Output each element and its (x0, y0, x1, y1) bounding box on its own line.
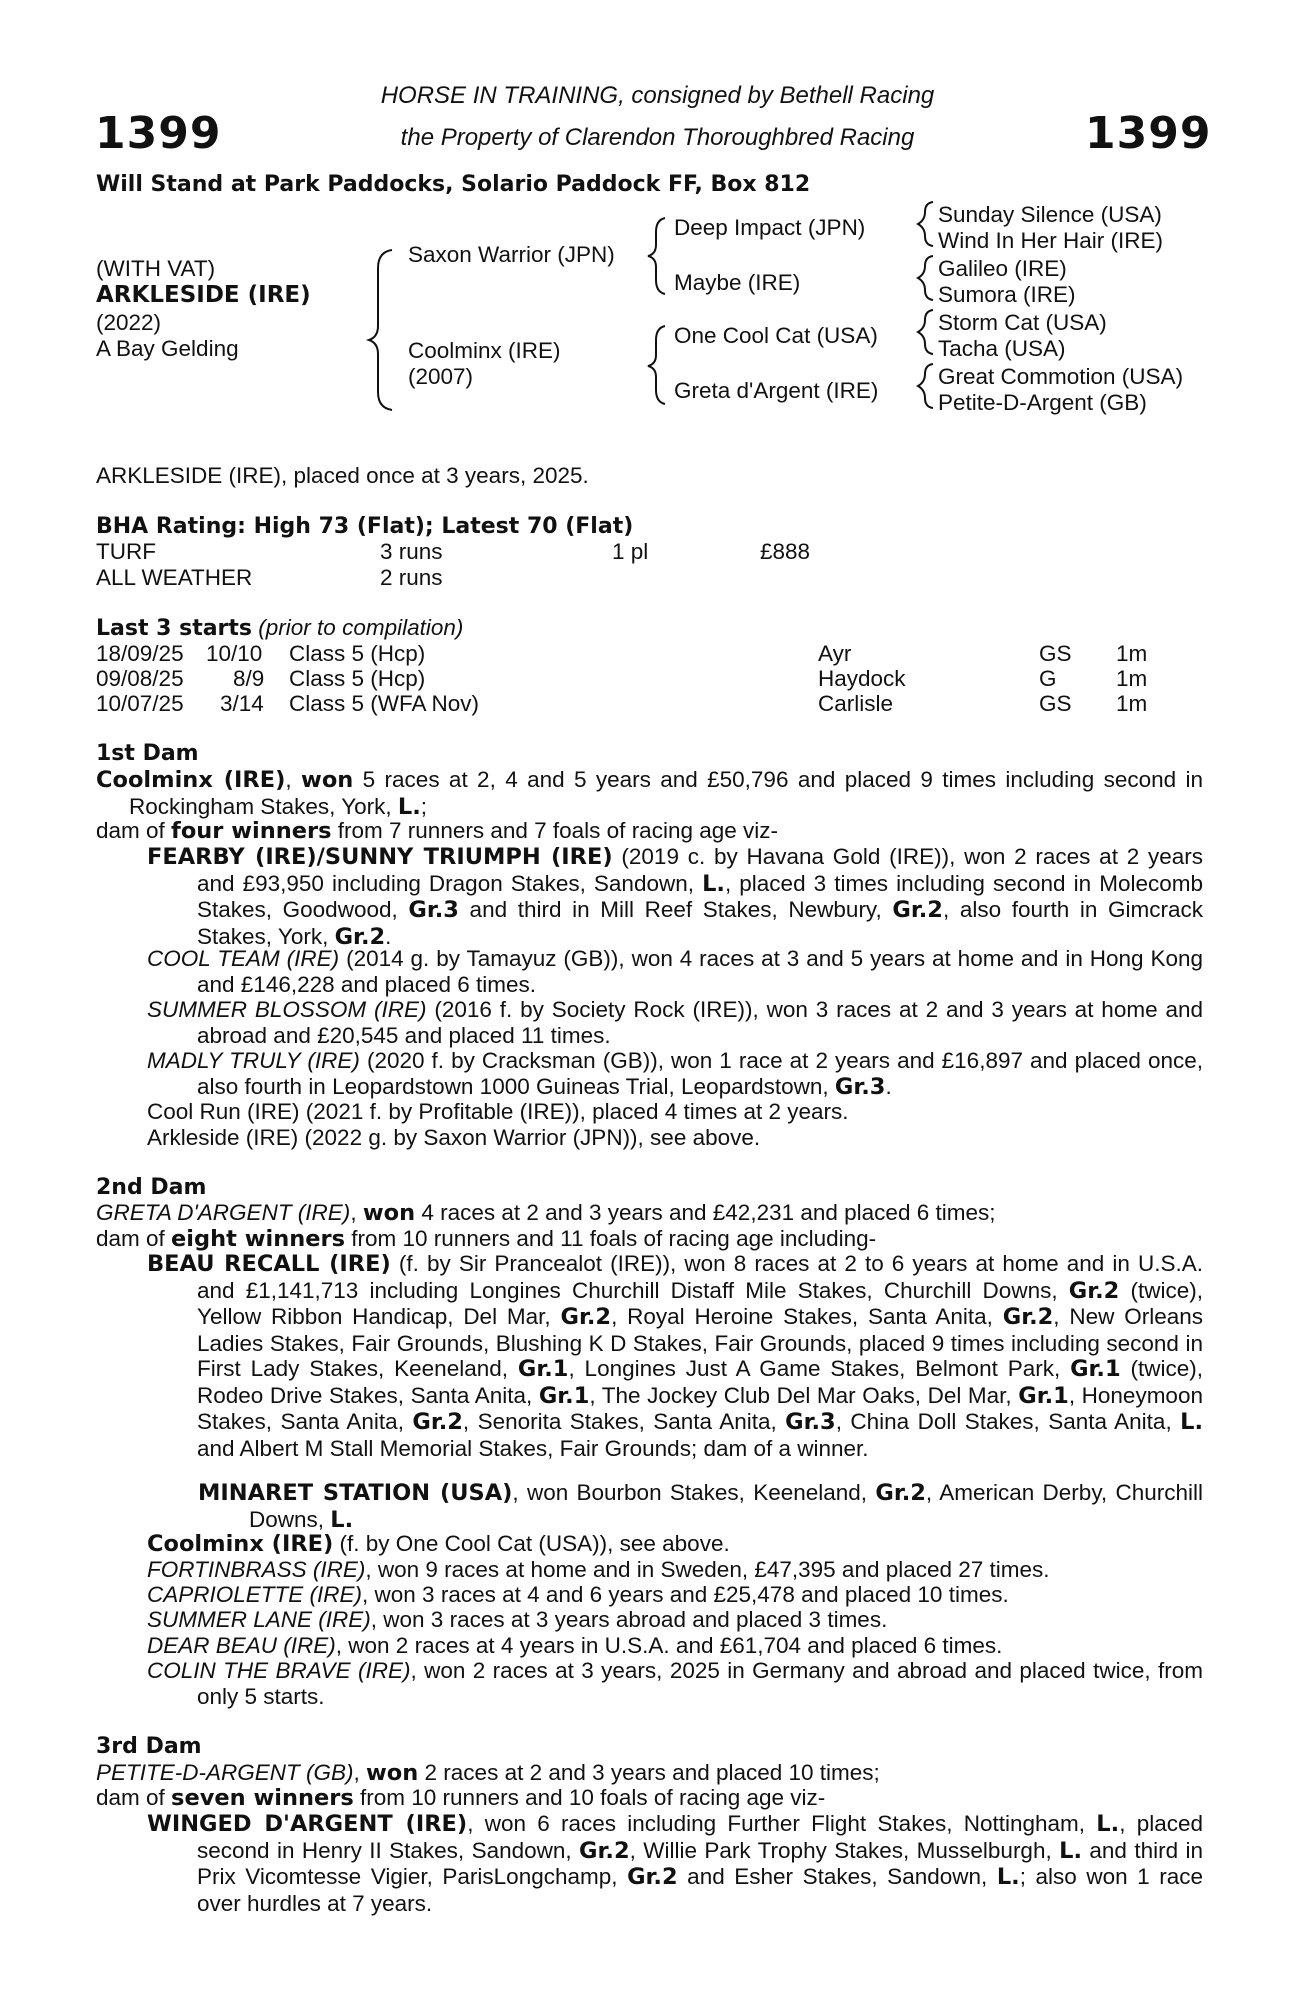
start-course: Ayr (818, 641, 852, 666)
record-text: , American Derby, Churchill Downs, (249, 1480, 1203, 1532)
rating-row-aw (96, 565, 896, 591)
grade-tag: Gr.2 (627, 1864, 678, 1890)
listed-tag: L. (330, 1506, 354, 1533)
start-distance: 1m (1116, 691, 1148, 716)
horse-name: SUMMER BLOSSOM (IRE) (147, 997, 427, 1022)
produce-entry-coolrun: Cool Run (IRE) (2021 f. by Profitable (IRE)), placed 4 times at 2 years. (147, 1099, 849, 1124)
consignment-line: HORSE IN TRAINING, consigned by Bethell Racing (380, 82, 935, 109)
start-course: Haydock (818, 666, 906, 691)
winners-count: eight winners (171, 1226, 346, 1252)
record-text: ; (420, 793, 428, 819)
listed-tag: L. (397, 793, 421, 820)
record-text: , won 2 races at 3 years, 2025 in Germany and abroad and placed twice, from only 5 starts. (197, 1658, 1203, 1709)
property-line: the Property of Clarendon Thoroughbred Racing (400, 124, 915, 151)
record-text: , also fourth in Gimcrack Stakes, York, (197, 897, 1204, 949)
third-dam-produce (96, 1785, 825, 1812)
produce-entry-capriolette (147, 1582, 1009, 1608)
start-race: Class 5 (Hcp) (289, 641, 426, 666)
record-text: 4 races at 2 and 3 years and £42,231 and placed 6 times; (415, 1200, 996, 1225)
pedigree-sire: Saxon Warrior (JPN) (408, 242, 615, 267)
grade-tag: Gr.2 (1002, 1304, 1054, 1330)
first-dam-produce (96, 818, 778, 845)
winners-count: seven winners (171, 1785, 354, 1811)
earnings: £888 (760, 539, 811, 564)
horse-name: MINARET STATION (USA) (198, 1480, 513, 1506)
pedigree-dsd: Tacha (USA) (938, 336, 1066, 361)
listed-tag: L. (1059, 1837, 1082, 1864)
horse-name: FEARBY (IRE)/SUNNY TRIUMPH (IRE) (147, 844, 613, 870)
record-text: , won 9 races at home and in Sweden, £47,395 and placed 27 times. (365, 1557, 1050, 1582)
dam-of-label: dam of (96, 1226, 172, 1251)
produce-entry-colin (147, 1658, 1203, 1709)
grade-tag: Gr.3 (785, 1409, 836, 1435)
dam-of-label: dam of (96, 1785, 172, 1810)
won-label: won (366, 1760, 419, 1786)
record-text: (2014 g. by Tamayuz (GB)), won 4 races at 3 and 5 years at home and in Hong Kong and £146,228 and placed 6 times. (197, 946, 1203, 997)
record-text: 2 races at 2 and 3 years and placed 10 times; (418, 1760, 880, 1785)
second-dam-record (96, 1200, 995, 1227)
produce-text: from 10 runners and 11 foals of racing age including- (345, 1226, 877, 1251)
grade-tag: Gr.1 (517, 1356, 569, 1382)
pedigree-dam-year: (2007) (408, 364, 474, 389)
produce-entry-dear-beau (147, 1633, 1002, 1659)
record-text: , won 6 races including Further Flight Stakes, Nottingham, (467, 1811, 1097, 1836)
start-distance: 1m (1116, 666, 1148, 691)
horse-name: FORTINBRASS (IRE) (147, 1557, 366, 1582)
grade-tag: Gr.2 (560, 1304, 612, 1330)
record-text: , Honeymoon Stakes, Santa Anita, (197, 1382, 1203, 1434)
grade-tag: Gr.3 (408, 897, 459, 923)
record-text: and Albert M Stall Memorial Stakes, Fair Grounds; dam of a winner. (197, 1435, 869, 1461)
surface: ALL WEATHER (96, 565, 253, 590)
start-date: 18/09/25 (96, 641, 184, 666)
pedigree-dam-sire: One Cool Cat (USA) (674, 323, 878, 348)
race-summary: ARKLESIDE (IRE), placed once at 3 years, 2025. (96, 463, 589, 488)
record-text: and Esher Stakes, Sandown, (677, 1864, 997, 1889)
horse-name: WINGED D'ARGENT (IRE) (147, 1811, 468, 1837)
record-text: (2020 f. by Cracksman (GB)), won 1 race at 2 years and £16,897 and placed once, also fourth in Leopardstown 1000 Guineas Trial, Leopardstown, (197, 1048, 1203, 1099)
start-going: GS (1039, 641, 1072, 666)
second-dam-heading: 2nd Dam (96, 1175, 207, 1200)
start-position: 3/14 (220, 691, 264, 716)
surface: TURF (96, 539, 156, 564)
pedigree-ssd: Wind In Her Hair (IRE) (938, 228, 1164, 253)
dam-of-label: dam of (96, 818, 172, 843)
grade-tag: Gr.2 (892, 897, 943, 923)
horse-name: Coolminx (IRE) (147, 1531, 334, 1557)
record-text: . (385, 923, 392, 949)
start-position: 8/9 (233, 666, 265, 691)
produce-text: from 10 runners and 10 foals of racing age viz- (353, 1785, 826, 1810)
pedigree-dds: Great Commotion (USA) (938, 364, 1184, 389)
start-going: GS (1039, 691, 1072, 716)
start-date: 10/07/25 (96, 691, 184, 716)
pedigree-dss: Storm Cat (USA) (938, 310, 1107, 335)
record-text: , placed 3 times including second in Molecomb Stakes, Goodwood, (197, 870, 1203, 922)
pedigree-sire-dam: Maybe (IRE) (674, 270, 801, 295)
start-course: Carlisle (818, 691, 894, 716)
grade-tag: Gr.1 (1070, 1356, 1121, 1382)
third-dam-record (96, 1760, 880, 1787)
horse-name: CAPRIOLETTE (IRE) (147, 1582, 363, 1607)
record-text: , placed second in Henry II Stakes, Sandown, (197, 1811, 1204, 1863)
pedigree-sire-sire: Deep Impact (JPN) (674, 215, 866, 240)
produce-entry-minaret (198, 1480, 1203, 1533)
bha-rating: BHA Rating: High 73 (Flat); Latest 70 (Flat) (96, 514, 634, 539)
dam-name: PETITE-D-ARGENT (GB) (96, 1760, 354, 1785)
record-text: (2019 c. by Havana Gold (IRE)), won 2 races at 2 years and £93,950 including Dragon Stakes, Sandown, (197, 844, 1203, 896)
record-text: , New Orleans Ladies Stakes, Fair Grounds, Blushing K D Stakes, Fair Grounds, placed 9 times including second in First Lady Stakes, Keeneland, (197, 1304, 1203, 1381)
start-row (96, 641, 1196, 667)
record-text: , Longines Just A Game Stakes, Belmont Park, (568, 1356, 1071, 1381)
horse-name: MADLY TRULY (IRE) (147, 1048, 360, 1073)
record-text: . (885, 1073, 892, 1099)
foaling-year: (2022) (96, 310, 162, 335)
start-date: 09/08/25 (96, 666, 184, 691)
record-text: , China Doll Stakes, Santa Anita, (835, 1409, 1181, 1434)
record-text: , The Jockey Club Del Mar Oaks, Del Mar, (589, 1382, 1019, 1408)
won-label: won (362, 1200, 416, 1226)
grade-tag: Gr.1 (538, 1382, 590, 1409)
produce-entry-beau-recall (147, 1251, 1203, 1461)
start-race: Class 5 (Hcp) (289, 666, 426, 691)
lot-number-left: 1399 (95, 108, 222, 159)
listed-tag: L. (1096, 1811, 1120, 1837)
grade-tag: Gr.3 (834, 1073, 886, 1100)
pedigree-sss: Sunday Silence (USA) (938, 202, 1162, 227)
record-text: , won Bourbon Stakes, Keeneland, (512, 1480, 876, 1505)
horse-name: COOL TEAM (IRE) (147, 946, 340, 971)
record-text: 5 races at 2, 4 and 5 years and £50,796 and placed 9 times including second in Rockingham Stakes, York, (129, 767, 1203, 819)
vat-note: (WITH VAT) (96, 256, 216, 281)
pedigree-sds: Galileo (IRE) (938, 256, 1067, 281)
produce-entry-summer (147, 997, 1203, 1048)
lot-number-right: 1399 (1085, 108, 1212, 159)
first-dam-heading: 1st Dam (96, 741, 199, 766)
record-text: ; also won 1 race over hurdles at 7 years. (197, 1864, 1203, 1916)
runs: 2 runs (380, 565, 443, 590)
second-dam-produce (96, 1226, 876, 1253)
horse-name: ARKLESIDE (IRE) (96, 282, 311, 308)
last-starts-note: (prior to compilation) (258, 615, 464, 640)
record-text: (twice), Rodeo Drive Stakes, Santa Anita, (197, 1356, 1204, 1408)
produce-entry-fortinbrass (147, 1557, 1050, 1583)
stand-location: Will Stand at Park Paddocks, Solario Paddock FF, Box 812 (96, 172, 811, 197)
record-text: , Willie Park Trophy Stakes, Musselburgh, (629, 1837, 1060, 1863)
horse-description: A Bay Gelding (96, 336, 239, 361)
record-text: , Royal Heroine Stakes, Santa Anita, (611, 1304, 1003, 1329)
produce-entry-arkleside: Arkleside (IRE) (2022 g. by Saxon Warrior (JPN)), see above. (147, 1125, 761, 1150)
start-position: 10/10 (206, 641, 263, 666)
produce-entry-madly (147, 1048, 1203, 1100)
dam-name: GRETA D'ARGENT (IRE) (96, 1200, 351, 1225)
listed-tag: L. (996, 1864, 1020, 1890)
start-row (96, 691, 1196, 717)
horse-name: SUMMER LANE (IRE) (147, 1607, 371, 1632)
produce-entry-fearby (147, 844, 1203, 950)
grade-tag: Gr.2 (1068, 1277, 1120, 1304)
produce-entry-winged (147, 1811, 1203, 1916)
record-text: (twice), Yellow Ribbon Handicap, Del Mar, (197, 1277, 1203, 1329)
pedigree-ddd: Petite-D-Argent (GB) (938, 390, 1147, 415)
record-text: , Senorita Stakes, Santa Anita, (462, 1409, 786, 1434)
pedigree-dam-dam: Greta d'Argent (IRE) (674, 378, 879, 403)
last-starts-title: Last 3 starts (96, 616, 253, 641)
pedigree-sdd: Sumora (IRE) (938, 282, 1076, 307)
listed-tag: L. (702, 870, 725, 897)
record-text: , won 3 races at 3 years abroad and placed 3 times. (370, 1607, 888, 1632)
start-row (96, 666, 1196, 692)
horse-name: COLIN THE BRAVE (IRE) (147, 1658, 411, 1683)
rating-row-turf (96, 539, 896, 565)
winners-count: four winners (171, 818, 332, 844)
pedigree-dam: Coolminx (IRE) (408, 338, 561, 363)
third-dam-heading: 3rd Dam (96, 1734, 202, 1759)
horse-name: DEAR BEAU (IRE) (147, 1633, 336, 1658)
produce-text: from 7 runners and 7 foals of racing age viz- (331, 818, 779, 843)
record-text: , won 3 races at 4 and 6 years and £25,478 and placed 10 times. (362, 1582, 1009, 1607)
horse-name: BEAU RECALL (IRE) (147, 1251, 391, 1277)
listed-tag: L. (1180, 1409, 1203, 1435)
runs: 3 runs (380, 539, 443, 564)
grade-tag: Gr.2 (579, 1837, 630, 1864)
record-text: , won 2 races at 4 years in U.S.A. and £61,704 and placed 6 times. (335, 1633, 1003, 1658)
grade-tag: Gr.2 (334, 923, 386, 950)
record-text: and third in Mill Reef Stakes, Newbury, (458, 897, 893, 922)
produce-entry-summer-lane (147, 1607, 887, 1633)
places: 1 pl (612, 539, 649, 564)
last-starts-heading (96, 615, 463, 642)
grade-tag: Gr.1 (1018, 1382, 1069, 1409)
record-text: , (353, 1760, 367, 1785)
start-going: G (1039, 666, 1057, 691)
record-text: (f. by Sir Prancealot (IRE)), won 8 races at 2 to 6 years at home and in U.S.A. and £1,141,713 including Longines Churchill Distaff Mile Stakes, Churchill Downs, (197, 1251, 1203, 1303)
won-label: won (301, 767, 354, 793)
record-text: (f. by One Cool Cat (USA)), see above. (333, 1531, 730, 1556)
record-text: (2016 f. by Society Rock (IRE)), won 3 races at 2 and 3 years at home and abroad and £20,545 and placed 11 times. (197, 997, 1203, 1048)
first-dam-record: Coolminx (IRE), won 5 races at 2, 4 and 5 years and £50,796 and placed 9 times including second in Rockingham Stakes, York, L.; (96, 767, 1203, 820)
produce-entry-coolminx (147, 1531, 730, 1558)
record-text: , (350, 1200, 363, 1225)
start-race: Class 5 (WFA Nov) (289, 691, 480, 716)
start-distance: 1m (1116, 641, 1148, 666)
produce-entry-coolteam (147, 946, 1203, 997)
record-text: and third in Prix Vicomtesse Vigier, ParisLongchamp, (197, 1837, 1203, 1889)
grade-tag: Gr.2 (412, 1409, 463, 1435)
grade-tag: Gr.2 (875, 1480, 926, 1506)
dam-name: Coolminx (IRE) (96, 767, 286, 793)
